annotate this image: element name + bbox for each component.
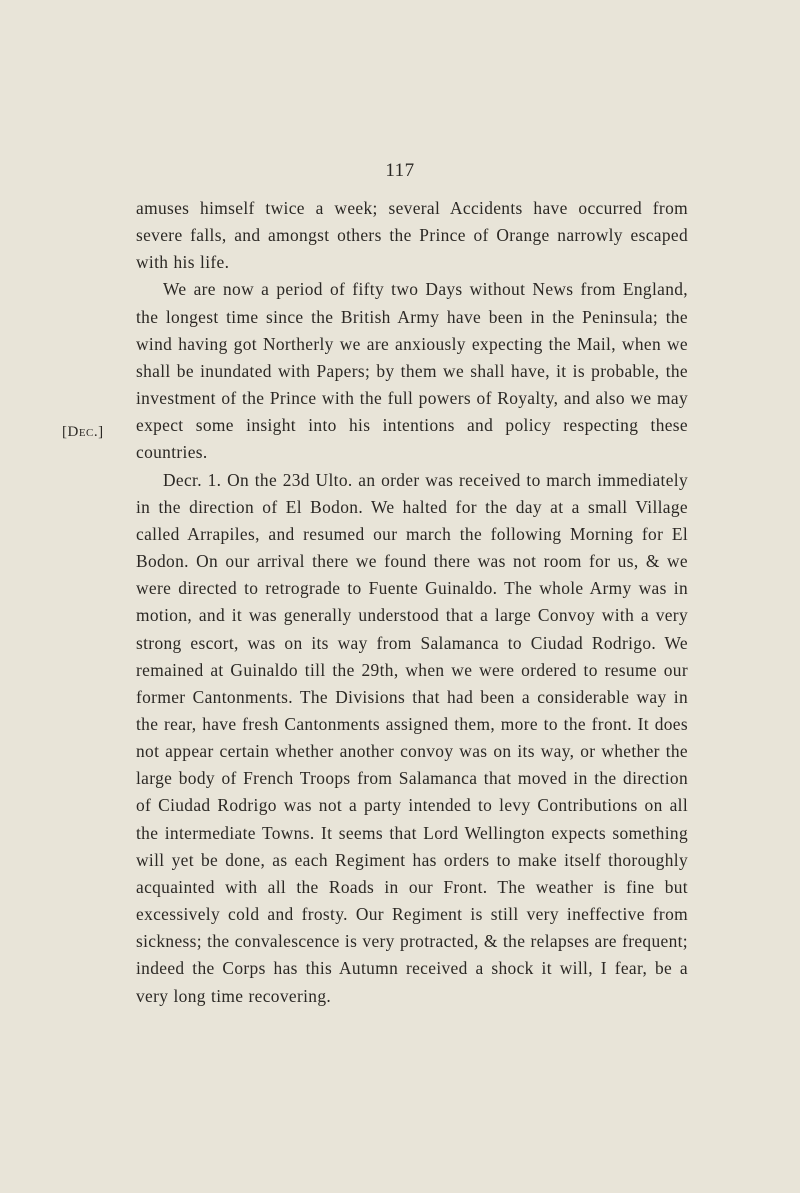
paragraph-2: We are now a period of fifty two Days without News from England, the longest time since the British Army have been in the Peninsula; the wind having got Northerly we are anxiously expecting the Mail, when we shall be inundated with Papers; by them we shall have, it is probable, the investment of the Prince with the full powers of Royalty, and also we may expect some insight into his intentions and policy respecting these countries. xyxy=(136,279,688,463)
margin-note-date: [Dec.] xyxy=(62,424,104,440)
page-number: 117 xyxy=(385,160,415,181)
body-text xyxy=(136,195,688,1010)
paragraph-1: amuses himself twice a week; several Accidents have occurred from severe falls, and amongst others the Prince of Orange narrowly escaped with his life. xyxy=(136,198,688,273)
paragraph-3: Decr. 1. On the 23d Ulto. an order was received to march immediately in the direction of El Bodon. We halted for the day at a small Village called Arrapiles, and resumed our march the following Morning for El Bodon. On our arrival there we found there was not room for us, & we were directed to retrograde to Fuente Guinaldo. The whole Army was in motion, and it was generally understood that a large Convoy with a very strong escort, was on its way from Salamanca to Ciudad Rodrigo. We remained at Guinaldo till the 29th, when we were ordered to resume our former Cantonments. The Divisions that had been a considerable way in the rear, have fresh Cantonments assigned them, more to the front. It does not appear certain whether another convoy was on its way, or whether the large body of French Troops from Salamanca that moved in the direction of Ciudad Rodrigo was not a party intended to levy Contributions on all the intermediate Towns. It seems that Lord Wellington expects something will yet be done, as each Regiment has orders to make itself thoroughly acquainted with all the Roads in our Front. The weather is fine but excessively cold and frosty. Our Regiment is still very ineffective from sickness; the convalescence is very protracted, & the relapses are frequent; indeed the Corps has this Autumn received a shock it will, I fear, be a very long time recovering. xyxy=(136,469,688,1006)
